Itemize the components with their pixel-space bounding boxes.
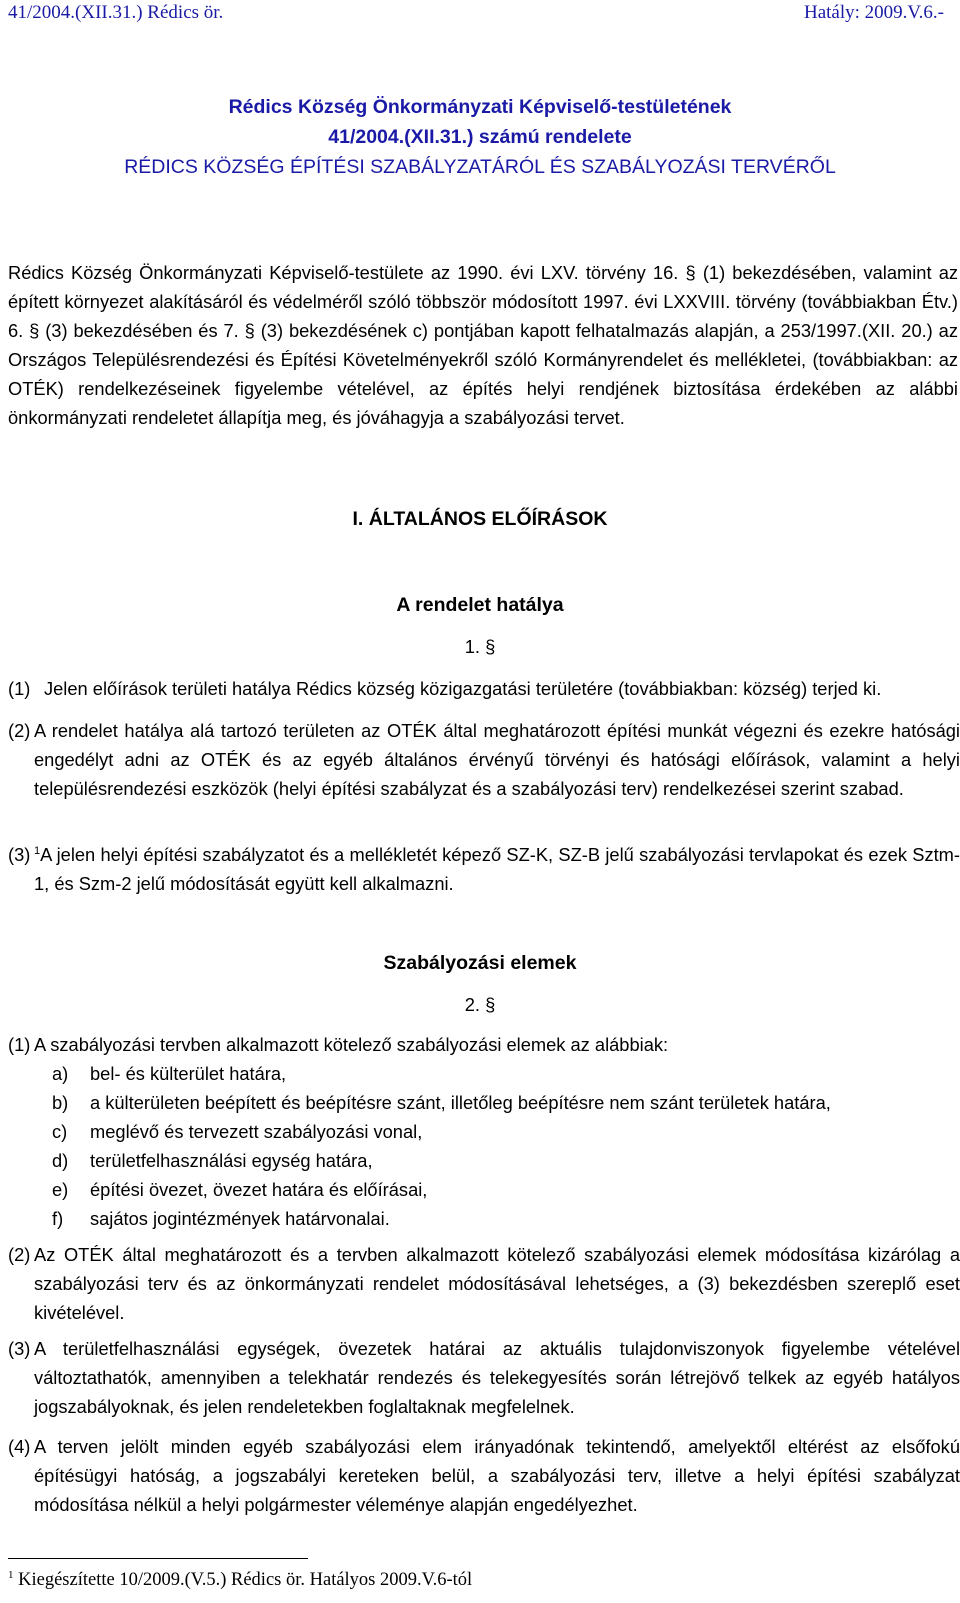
section-2-paragraph-1 [8, 1030, 960, 1059]
paragraph-text: A terven jelölt minden egyéb szabályozási elem irányadónak tekintendő, amelyektől eltérést az elsőfokú építésügyi hatóság, a jogszabályi kereteken belül, a szabályozási terv, illetve a helyi építési szabályzat módosítása nélkül a helyi polgármester véleménye alapján engedélyezhet. [34, 1436, 960, 1515]
paragraph-number: (1) [8, 1034, 31, 1055]
list-item: a) bel- és külterület határa, [52, 1063, 287, 1084]
paragraph-text: A területfelhasználási egységek, övezetek határai az aktuális tulajdonviszonyok figyelembe vételével változtathatók, amennyiben a telekhatár rendezés és telekegyesítés során létrejövő telkek az egyéb hatályos jogszabályoknak, és jelen rendeletekben foglaltaknak megfelelnek. [34, 1338, 960, 1417]
paragraph-number: (3) [8, 1338, 31, 1359]
chapter-heading: I. ÁLTALÁNOS ELŐÍRÁSOK [352, 508, 608, 530]
list-item: b) a külterületen beépített és beépítésre szánt, illetőleg beépítésre nem szánt területek határa, [52, 1092, 831, 1113]
list-item: c) meglévő és tervezett szabályozási vonal, [52, 1121, 423, 1142]
paragraph-text: A szabályozási tervben alkalmazott kötelező szabályozási elemek az alábbiak: [34, 1034, 669, 1055]
footnote-separator [8, 1558, 308, 1559]
section-1-title: A rendelet hatálya [396, 594, 564, 616]
list-item: e) építési övezet, övezet határa és előírásai, [52, 1179, 428, 1200]
title-decree-number: 41/2004.(XII.31.) számú rendelete [328, 126, 632, 148]
header-effective-date: Hatály: 2009.V.6.- [803, 2, 944, 23]
section-1-number: 1. § [464, 636, 496, 657]
paragraph-number: (1) [8, 678, 31, 699]
paragraph-text-wrap [34, 840, 960, 898]
paragraph-number: (3) [8, 844, 31, 865]
list-item: d) területfelhasználási egység határa, [52, 1150, 373, 1171]
section-1-paragraph-1 [8, 674, 960, 703]
footnote [8, 1570, 472, 1591]
footnote-mark: 1 [8, 1568, 14, 1581]
title-subject: RÉDICS KÖZSÉG ÉPÍTÉSI SZABÁLYZATÁRÓL ÉS SZABÁLYOZÁSI TERVÉRŐL [124, 156, 836, 178]
paragraph-text: A jelen helyi építési szabályzatot és a mellékletét képező SZ-K, SZ-B jelű szabályozási tervlapokat és ezek Sztm-1, és Szm-2 jelű módosítását együtt kell alkalmazni. [34, 844, 960, 894]
document-title [0, 92, 960, 182]
paragraph-text: Jelen előírások területi hatálya Rédics község közigazgatási területére (továbbiakban: község) terjed ki. [44, 678, 882, 699]
paragraph-text: A rendelet hatálya alá tartozó területen az OTÉK által meghatározott építési munkát végezni és ezekre hatósági engedélyt adni az OTÉK és az egyéb általános érvényű törvényi és hatósági előírások, valamint a helyi településrendezési eszközök (helyi építési szabályzat és a szabályozási terv) rendelkezései szerint szabad. [34, 720, 960, 799]
page-header [8, 0, 944, 24]
footnote-text: Kiegészítette 10/2009.(V.5.) Rédics ör. Hatályos 2009.V.6-tól [18, 1570, 473, 1590]
header-reference: 41/2004.(XII.31.) Rédics ör. [8, 2, 224, 23]
title-issuer: Rédics Község Önkormányzati Képviselő-testületének [228, 96, 732, 118]
section-1-paragraph-2 [8, 716, 960, 803]
section-2-number: 2. § [464, 994, 496, 1015]
section-1-paragraph-3 [8, 840, 960, 898]
preamble: Rédics Község Önkormányzati Képviselő-testülete az 1990. évi LXV. törvény 16. § (1) bekezdésében, valamint az épített környezet alakításáról és védelméről szóló többször módosított 1997. évi LXXVIII. törvény (továbbiakban Étv.) 6. § (3) bekezdésében és 7. § (3) bekezdésének c) pontjában kapott felhatalmazás alapján, a 253/1997.(XII. 20.) az Országos Településrendezési és Építési Követelményekről szóló Kormányrendelet és mellékletei, (továbbiakban: az OTÉK) rendelkezéseinek figyelembe vételével, az építés helyi rendjének biztosítása érdekében az alábbi önkormányzati rendeletet állapítja meg, és jóváhagyja a szabályozási tervet. [8, 262, 958, 428]
section-2-title: Szabályozási elemek [383, 952, 577, 974]
regulatory-elements-list [52, 1059, 952, 1233]
paragraph-text: Az OTÉK által meghatározott és a tervben alkalmazott kötelező szabályozási elemek módosítása kizárólag a szabályozási terv és az önkormányzati rendelet módosításával lehetséges, a (3) bekezdésben szereplő eset kivételével. [34, 1244, 960, 1323]
section-2-paragraph-3 [8, 1334, 960, 1421]
footnote-reference: 1 [34, 844, 41, 857]
list-item: f) sajátos jogintézmények határvonalai. [52, 1208, 390, 1229]
paragraph-number: (2) [8, 1244, 31, 1265]
section-2-paragraph-4 [8, 1432, 960, 1519]
section-2-paragraph-2 [8, 1240, 960, 1327]
paragraph-number: (2) [8, 720, 31, 741]
paragraph-number: (4) [8, 1436, 31, 1457]
